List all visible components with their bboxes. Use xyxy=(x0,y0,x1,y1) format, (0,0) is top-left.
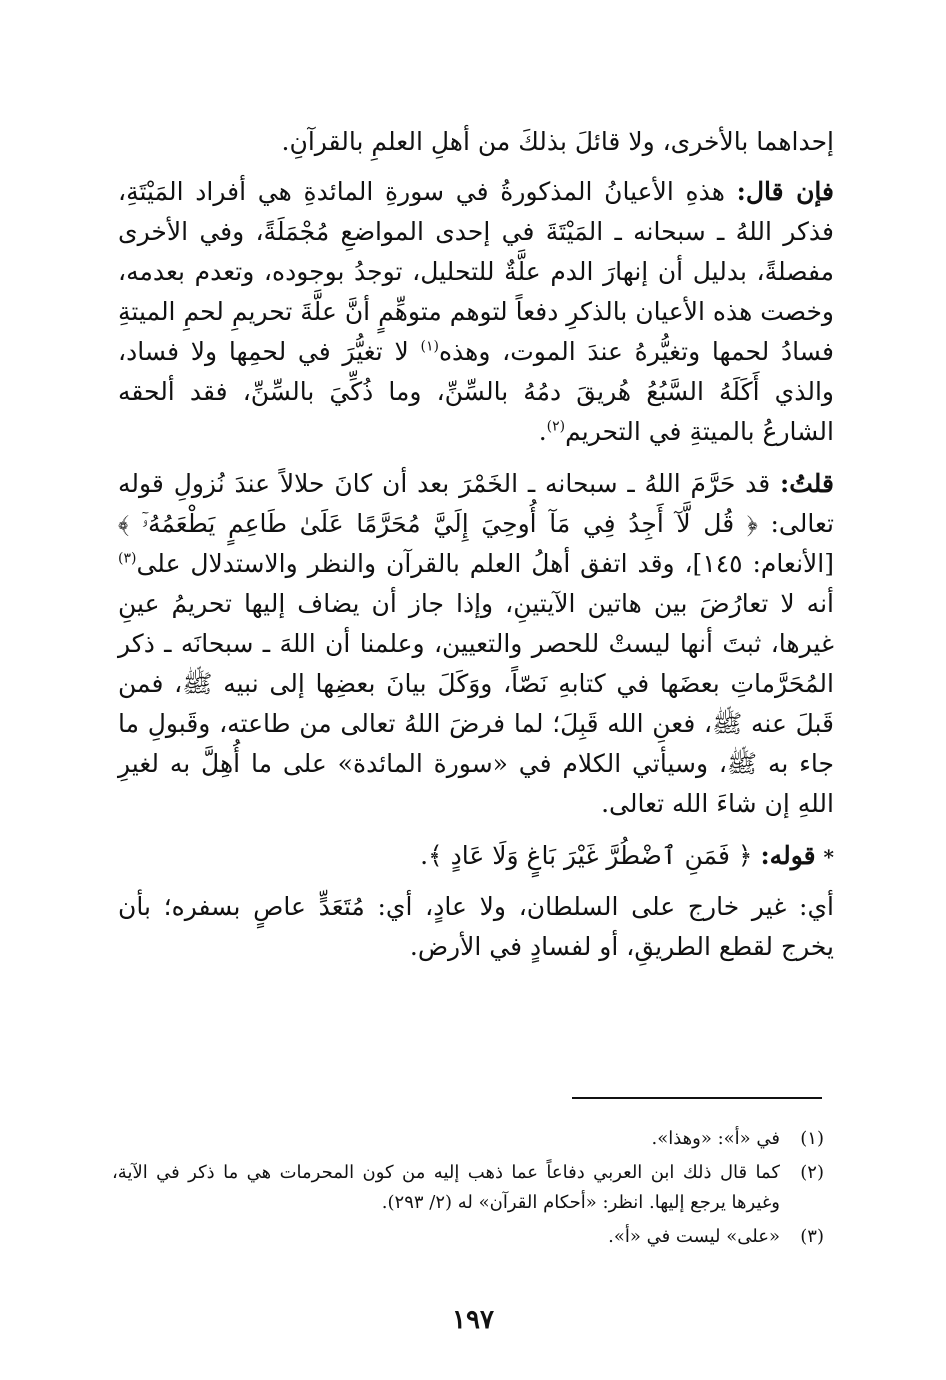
footnote-ref-3[interactable]: (٣) xyxy=(118,550,137,567)
paragraph-1 xyxy=(118,122,834,162)
footnote-2-text: كما قال ذلك ابن العربي دفاعاً عما ذهب إليه من كون المحرمات هي ما ذكر في الآية، وغيرها يرجع إليها. انظر: «أحكام القرآن» له (٢/ ٢٩٣). xyxy=(112,1162,780,1213)
paragraph-2-lead: فإن قال: xyxy=(736,177,835,206)
paragraph-3-text-continued: أنه لا تعارُضَ بين هاتين الآيتينِ، وإذا جاز أن يضاف إليها تحريمُ عينِ غيرها، ثبتَ أنها ليستْ للحصر والتعيين، وعلمنا أن اللهَ ـ سبحانَه ـ ذكر المُحَرَّماتِ بعضَها في كتابهِ نَصّاً، ووَكَلَ بيانَ بعضِها إلى نبيه ﷺ، فمن قَبلَ عنه ﷺ، فعنِ الله قَبِلَ؛ لما فرضَ اللهُ تعالى من طاعته، وقَبولِ ما جاء به ﷺ، وسيأتي الكلام في «سورة المائدة» على ما أُهِلَّ به لغيرِ اللهِ إن شاءَ الله تعالى. xyxy=(118,589,834,818)
footnote-2 xyxy=(112,1158,824,1218)
paragraph-5 xyxy=(118,887,834,967)
paragraph-2-end: . xyxy=(538,417,547,446)
asterisk-bullet: * xyxy=(823,845,834,869)
paragraph-2-text: هذهِ الأعيانُ المذكورةُ في سورةِ المائدةِ هي أفراد المَيْتَةِ، فذكر اللهُ ـ سبحانه ـ المَيْتَةَ في إحدى المواضعِ مُجْمَلَةً، وفي الأخرى مفصلةً، بدليل أن إنهارَ الدم علَّةٌ للتحليل، توجدُ بوجوده، وتعدم بعدمه، وخصت هذه الأعيان بالذكرِ دفعاً لتوهم متوهِّمٍ أنَّ علَّةَ تحريمِ لحمِ الميتةِ فسادُ لحمها وتغيُّرهُ عندَ الموت، وهذه xyxy=(118,177,834,366)
footnote-3 xyxy=(112,1222,824,1252)
footnote-1-number: (١) xyxy=(800,1128,824,1149)
paragraph-1-text: إحداهما بالأخرى، ولا قائلَ بذلكَ من أهلِ العلمِ بالقرآنِ. xyxy=(281,127,834,156)
paragraph-2 xyxy=(118,172,834,452)
paragraph-3 xyxy=(118,464,834,824)
paragraph-3-lead: قلتُ: xyxy=(779,469,834,498)
paragraph-2-text-continued: لا تغيُّرَ في لحمِها ولا فساد، والذي أَكَلَهُ السَّبُعُ هُريقَ دمُهُ بالسِّنِّ، وما ذُكِّيَ بالسِّنِّ، فقد ألحقه الشارعُ بالميتةِ في التحريم xyxy=(118,337,834,446)
page-number: ١٩٧ xyxy=(452,1305,494,1335)
paragraph-4-text: ﴿ فَمَنِ ٱضْطُرَّ غَيْرَ بَاغٍ وَلَا عَادٍ ﴾. xyxy=(420,841,753,870)
paragraph-5-text: أي: غير خارج على السلطان، ولا عادٍ، أي: مُتَعَدٍّ عاصٍ بسفره؛ بأن يخرج لقطع الطريقِ، أو لفسادٍ في الأرض. xyxy=(118,892,834,961)
footnote-1-text: في «أ»: «وهذا». xyxy=(651,1128,780,1149)
footnote-1 xyxy=(112,1124,824,1154)
footnote-ref-2[interactable]: (٢) xyxy=(546,418,566,435)
footnote-3-number: (٣) xyxy=(800,1226,824,1247)
footnote-ref-1[interactable]: (١) xyxy=(420,338,439,355)
paragraph-4 xyxy=(118,836,834,877)
footnotes xyxy=(112,1124,824,1256)
footnote-2-number: (٢) xyxy=(800,1162,824,1183)
footnote-divider xyxy=(572,1097,822,1099)
paragraph-3-text: قد حَرَّمَ اللهُ ـ سبحانه ـ الخَمْرَ بعد أن كانَ حلالاً عندَ نُزولِ قوله تعالى: ﴿ قُل لَّآ أَجِدُ فِي مَآ أُوحِيَ إِلَيَّ مُحَرَّمًا عَلَىٰ طَاعِمٍ يَطْعَمُهُۥٓ ﴾ [الأنعام: ١٤٥]، وقد اتفق أهلُ العلم بالقرآن والنظر والاستدلال على xyxy=(118,469,834,578)
footnote-3-text: «على» ليست في «أ». xyxy=(608,1226,780,1247)
paragraph-4-lead: قوله: xyxy=(760,841,816,870)
